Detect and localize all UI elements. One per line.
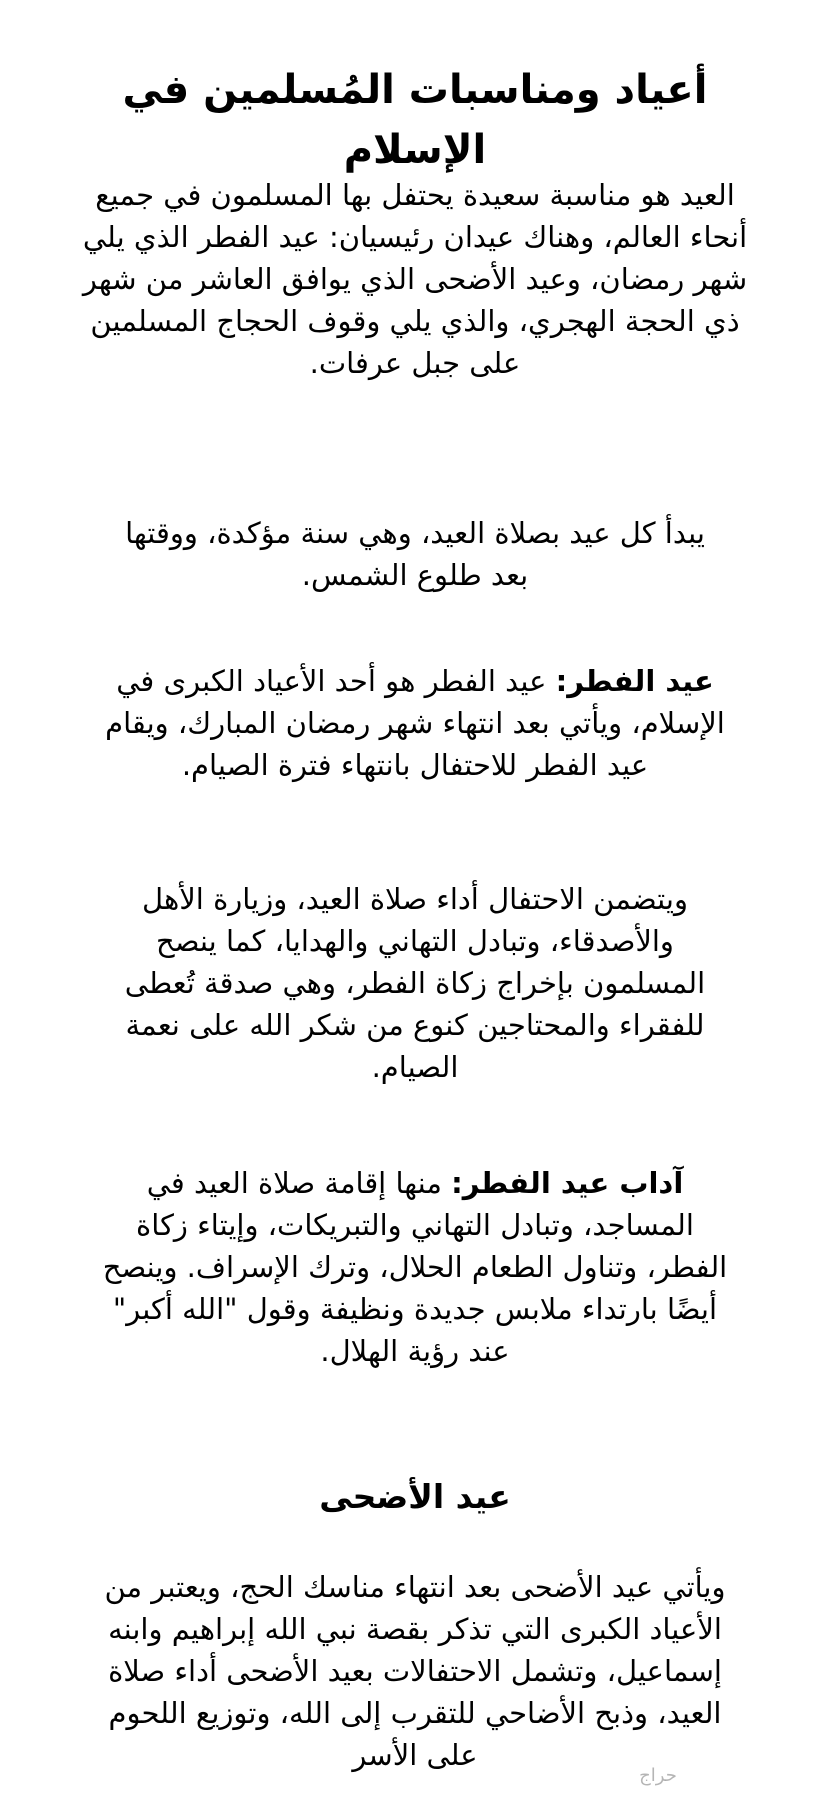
etiquette-paragraph (95, 1162, 735, 1372)
fitr-text: عيد الفطر هو أحد الأعياد الكبرى في الإسلام، ويأتي بعد انتهاء شهر رمضان المبارك، ويقام عيد الفطر للاحتفال بانتهاء فترة الصيام. (105, 664, 725, 782)
etiquette-text: منها إقامة صلاة العيد في المساجد، وتبادل التهاني والتبريكات، وإيتاء زكاة الفطر، وتناول الطعام الحلال، وترك الإسراف. وينصح أيضًا بارتداء ملابس جديدة ونظيفة وقول "الله أكبر" عند رؤية الهلال. (102, 1166, 728, 1368)
page-title: أعياد ومناسبات المُسلمين في الإسلام (122, 67, 708, 173)
fitr-paragraph (95, 660, 735, 786)
fitr-celebration-paragraph: ويتضمن الاحتفال أداء صلاة العيد، وزيارة الأهل والأصدقاء، وتبادل التهاني والهدايا، كما ينصح المسلمون بإخراج زكاة الفطر، وهي صدقة تُعطى للفقراء والمحتاجين كنوع من شكر الله على نعمة الصيام. (124, 882, 706, 1084)
intro-paragraph: العيد هو مناسبة سعيدة يحتفل بها المسلمون في جميع أنحاء العالم، وهناك عيدان رئيسيان: عيد الفطر الذي يلي شهر رمضان، وعيد الأضحى الذي يوافق العاشر من شهر ذي الحجة الهجري، والذي يلي وقوف الحجاج المسلمين على جبل عرفات. (82, 178, 748, 380)
prayer-paragraph: يبدأ كل عيد بصلاة العيد، وهي سنة مؤكدة، ووقتها بعد طلوع الشمس. (125, 516, 705, 592)
watermark-logo: حراج (639, 1765, 677, 1786)
adha-paragraph: ويأتي عيد الأضحى بعد انتهاء مناسك الحج، ويعتبر من الأعياد الكبرى التي تذكر بقصة نبي الله إبراهيم وابنه إسماعيل، وتشمل الاحتفالات بعيد الأضحى أداء صلاة العيد، وذبح الأضاحي للتقرب إلى الله، وتوزيع اللحوم على الأسر (104, 1570, 726, 1772)
fitr-lead: عيد الفطر: (555, 664, 714, 698)
adha-heading: عيد الأضحى (319, 1477, 511, 1516)
etiquette-lead: آداب عيد الفطر: (451, 1166, 684, 1200)
